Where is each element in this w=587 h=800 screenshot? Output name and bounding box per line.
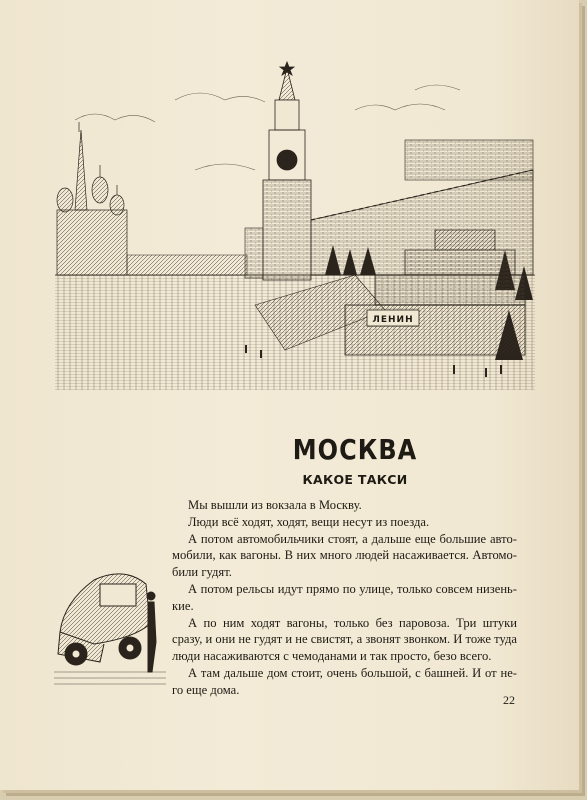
page-title: МОСКВА [292,433,418,467]
kremlin-tower-drawing [263,62,311,280]
taxi-car-illustration [54,562,166,688]
red-square-illustration [55,60,535,390]
paragraph: Люди всё ходят, ходят, вещи несут из поезда. [188,514,430,529]
paragraph: А там дальше дом стоит, очень большой, с башней. И от не-го еще дома. [172,665,517,697]
paragraph: Мы вышли из вокзала в Москву. [188,498,362,512]
story-text [172,497,517,699]
chapter-subtitle: КАКОЕ ТАКСИ [302,472,408,487]
mausoleum-inscription: ЛЕНИН [372,315,414,325]
cathedral-drawing [57,122,127,275]
page-number: 22 [503,693,515,707]
paragraph: А потом рельсы идут прямо по улице, только совсем низень-кие. [172,581,517,613]
paragraph: А потом автомобильчики стоят, а дальше еще большие авто-мобили, как вагоны. В них много людей насаживается. Автомо-били гудят. [172,531,517,580]
paragraph: А по ним ходят вагоны, только без паровоза. Три штуки сразу, и они не гудят и не свистят, а звонят звонком. И тоже туда люди насаживаются с чемоданами и так просто, безо всего. [172,615,517,664]
